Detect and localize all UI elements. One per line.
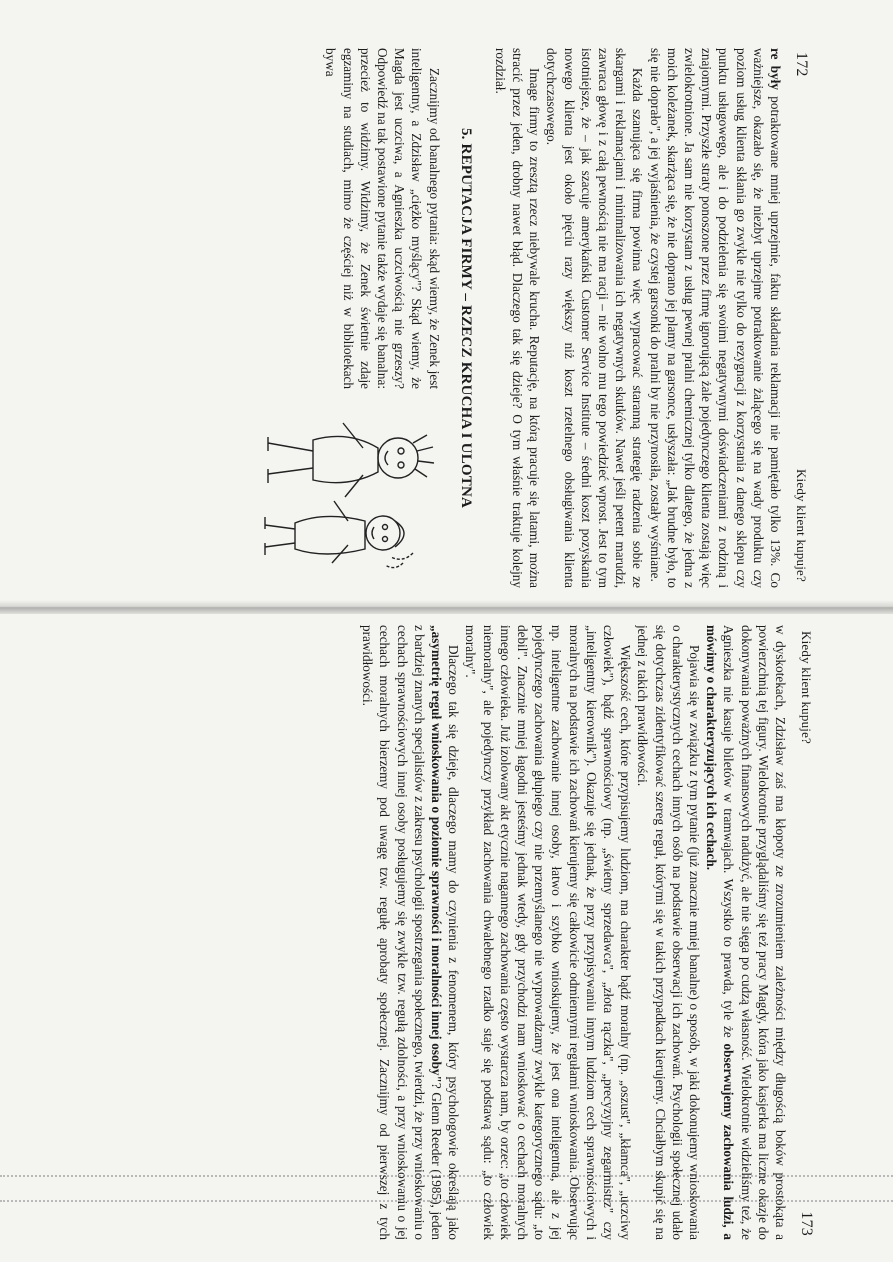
paragraph: Zacznijmy od banalnego pytania: skąd wiemy, że Zenek jest inteligentny, a Zdzisław „ciężko myślący"? Skąd wiemy, że Magda jest uczciwa, a Agnieszka uczciwością nie grzeszy? Odpowiedź na tak postawione pytanie także wydaje się banalna: przecież to widzimy. Widzimy, że Zenek świetnie zdaje egzaminy na studiach, mimo że częściej niż w bibliotekach bywa: [323, 48, 442, 389]
emphasis-text: obserwujemy zachowania ludzi, a mówimy o charakteryzujących ich cechach.: [704, 625, 737, 1240]
body-text: [359, 625, 789, 1240]
paragraph-text: Dlaczego tak się dzieje, dlaczego mamy do czynienia z fenomenem, który psychologowie określają jako: [446, 645, 462, 1240]
section-text: [243, 48, 443, 389]
page-172: [20, 48, 810, 588]
paragraph: Pojawia się w związku z tym pytanie (już znacznie mniej banalne) o sposób, w jaki dokonujemy wnioskowania o charakterystycznych cechach innych osób na podstawie obserwacji ich zachowań. Psychologii społecznej udało się dotychczas zidentyfikować szereg reguł, którymi się w takich przypadkach kierujemy. Chciałbym skupić się na jednej z takich prawidłowości.: [635, 625, 702, 1240]
body-text: [492, 48, 784, 588]
running-title: Kiedy klient kupuje?: [799, 631, 814, 745]
section-block: [243, 48, 443, 588]
page-number: 172: [793, 52, 810, 77]
page-173: [20, 625, 815, 1240]
paragraph: Każda szanująca się firma powinna więc wypracować staranną strategię radzenia sobie ze skargami i reklamacjami i minimalizowania ich negatywnych skutków. Nawet jeśli petent marudzi, zawraca głowę i z całą pewnością nie ma racji – nie wolno mu tego powiedzieć wprost. Jest to tym istotniejsze, że – jak szacuje amerykański Customer Service Institute – średni koszt pozyskania nowego klienta jest około pięciu razy większy niż koszt rzetelnego obsługiwania klienta dotychczasowego.: [544, 48, 646, 588]
emphasis-text: „asymetrię reguł wnioskowania o poziomie sprawności i moralności innej osoby": [428, 625, 444, 1083]
paragraph: [703, 625, 789, 1240]
paragraph-text: potraktowane mniej uprzejmie, faktu składania reklamacji nie pamiętało tylko 13%. Co ważniejsze, okazało się, że niezbyt uprzejme potraktowanie żalącego się na wady produktu czy poziom usług klienta skłania go zwykle nie tylko do rezygnacji z korzystania z danego sklepu czy punktu usługowego, ale i do podzielenia się swoimi negatywnymi doświadczeniami z rodziną i znajomymi. Przyszłe straty ponoszone przez firmę ignorującą żale pojedynczego klienta zostają więc zwielokrotnione. Ja sam nie korzystam z usług pewnej pralni chemicznej tylko dlatego, że jedna z moich koleżanek, skarżąca się, że nie doprano jej plamy na garsonce, usłyszała: „Jak brudne było, to się nie doprało", a jej wyjaśnienia, że czystej garsonki do pralni by nie przynosiła, zostały wyśmiane.: [647, 48, 783, 588]
paragraph-text: w dyskotekach, Zdzisław zaś ma kłopoty ze zrozumieniem zależności między długością boków prostokąta a powierzchnią tej figury. Wielokrotnie przyglądaliśmy się też pracy Magdy, która jako kasjerka ma liczne okazje do dokonywania poważnych finansowych nadużyć, ale nie sięga po cudzą własność. Wielokrotnie widzieliśmy też, że Agnieszka nie kasuje biletów w tramwajach. Wszystko to prawda, tyle że: [721, 625, 788, 1240]
section-heading: 5. REPUTACJA FIRMY – RZECZ KRUCHA I ULOTNA: [457, 127, 474, 509]
paragraph-text: ? Glenn Reeder (1985), jeden z bardziej znanych specjalistów z zakresu psychologii spostrzegania społecznego, twierdzi, że przy wnioskowaniu o cechach sprawnościowych innej osoby posługujemy się zwykle tzw. regułą zdolności, a przy wnioskowaniu o jej cechach moralnych bierzemy pod uwagę tzw. regułę aprobaty społecznej. Zacznijmy od pierwszej z tych prawidłowości.: [360, 625, 444, 1240]
cartoon-illustration: [243, 403, 443, 588]
paragraph: [359, 625, 462, 1240]
running-head: [789, 625, 815, 1240]
paragraph-lead: re były: [768, 48, 783, 90]
running-head: [784, 48, 810, 588]
page-number: 173: [798, 1211, 815, 1236]
running-title: Kiedy klient kupuje?: [794, 468, 809, 582]
paragraph: Image firmy to zresztą rzecz niebywale krucha. Reputację, na którą pracuje się latami, można stracić przez jeden, drobny nawet błąd. Dlaczego tak się dzieje? O tym właśnie traktuje kolejny rozdział.: [492, 48, 543, 588]
paragraph: [646, 48, 784, 588]
paragraph: Większość cech, które przypisujemy ludziom, ma charakter bądź moralny (np. „oszust", „kłamca", „uczciwy człowiek"), bądź sprawnościowy (np. „świetny sprzedawca", „złota rączka", „precyzyjny zegarmistrz" czy „inteligentny kierownik"). Okazuje się jednak, że przy przypisywaniu innym ludziom cech sprawnościowych i moralnych na podstawie ich zachowań kierujemy się całkowicie odmiennymi regułami wnioskowania. Obserwując np. inteligentne zachowanie innej osoby, łatwo i szybko wnioskujemy, że jest ona inteligentna, ale z jej pojedynczego zachowania głupiego czy nie przemyślanego nie wyprowadzamy zwykle kategorycznego sądu: „to debil". Znacznie mniej łagodni jesteśmy jednak wtedy, gdy przychodzi nam wnioskować o cechach moralnych innego człowieka. Już izolowany akt etycznie nagannego zachowania często wystarcza nam, by orzec: „to człowiek niemoralny", ale pojedynczy przykład zachowania chwalebnego rzadko staje się podstawą sądu: „to człowiek moralny".: [463, 625, 634, 1240]
cartoon-figures-icon: [243, 403, 443, 588]
book-spine-shadow: [0, 600, 893, 614]
